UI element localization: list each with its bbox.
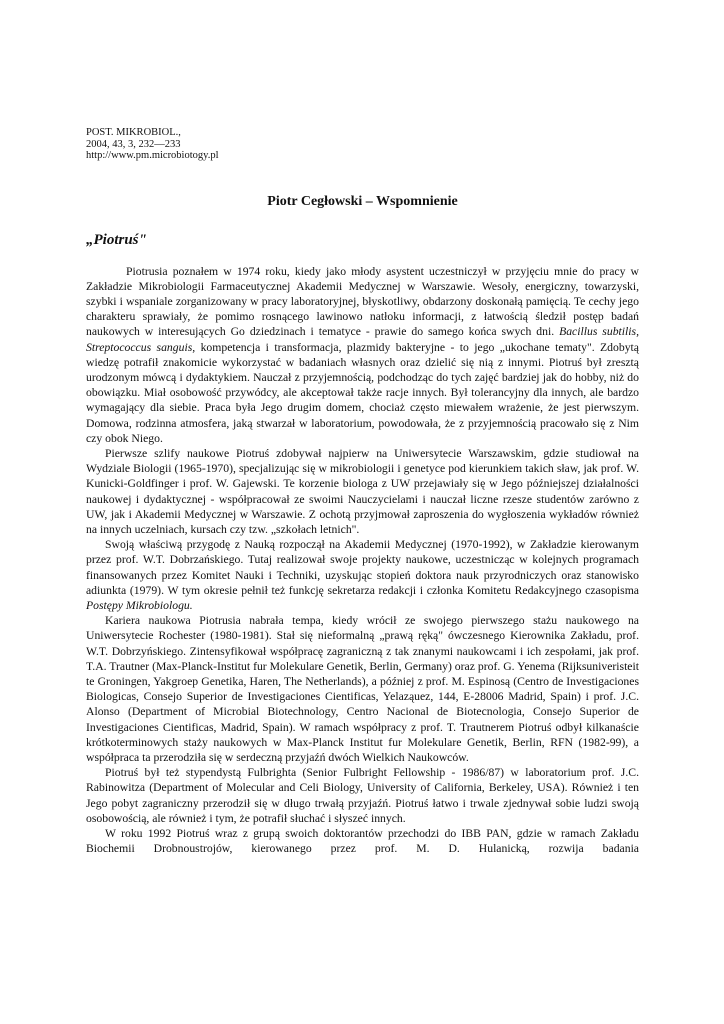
paragraph: Pierwsze szlify naukowe Piotruś zdobywał najpierw na Uniwersytecie Warszawskim, gdzie studiował na Wydziale Biologii (1965-1970), specjalizując się w mikrobiologii i genetyce pod kierunkiem takich sław, jak prof. W. Kunicki-Goldfinger i prof. W. Gajewski. Te korzenie biologa z UW przejawiały się w Jego późniejszej działalności naukowej i dydaktycznej - współpracował ze swoimi Nauczycielami i nauczał liczne rzesze studentów zarówno z UW, jak i Akademii Medycznej w Warszawie. Z ochotą przyjmował zaproszenia do wygłoszenia wykładów również na innych uczelniach, kursach czy tzw. „szkołach letnich".	[86, 446, 639, 536]
paragraph	[86, 537, 639, 613]
paragraph: Kariera naukowa Piotrusia nabrała tempa, kiedy wrócił ze swojego pierwszego stażu naukowego na Uniwersytecie Rochester (1980-1981). Stał się nieformalną „prawą ręką" ówczesnego Kierownika Zakładu, prof. W.T. Dobrzyńskiego. Zintensyfikował współpracę zagraniczną z tak znanymi naukowcami i ich zespołami, jak prof. T.A. Trautner (Max-Planck-Institut fur Molekulare Genetik, Berlin, Germany) oraz prof. G. Yenema (Rijksuniveristeit te Groningen, Yakgroep Genetika, Haren, The Netherlands), a później z prof. M. Espinosą (Centro de Investigaciones Biologicas, Consejo Superior de Investigaciones Cientificas, Yelaząuez, 144, E-28006 Madrid, Spain) i prof. J.C. Alonso (Department of Microbial Biotechnology, Centro Nacional de Biotecnologia, Consejo Superior de Investigaciones Cientificas, Madrid, Spain). W ramach współpracy z prof. T. Trautnerem Piotruś odbył kilkanaście krótkoterminowych staży naukowych w Max-Planck Institut fur Molekulare Genetik, Berlin, RFN (1982-99), a współpraca ta przerodziła się w serdeczną przyjaźń dwóch Wielkich Naukowców.	[86, 614, 639, 764]
journal-name: POST. MIKROBIOL.,	[86, 127, 181, 138]
journal-url[interactable]: http://www.pm.microbiotogy.pl	[86, 150, 219, 161]
article-title: Piotr Cegłowski – Wspomnienie	[267, 193, 458, 209]
paragraph-text: Swoją właściwą przygodę z Nauką rozpoczął na Akademii Medycznej (1970-1992), w Zakładzie kierowanym przez prof. W.T. Dobrzańskiego. Tutaj realizował swoje projekty naukowe, uczestnicząc w kolejnych programach finansowanych przez Komitet Nauki i Techniki, uzyskując stopień doktora nauk przyrodniczych oraz stanowisko adiunkta (1979). W tym okresie pełnił też funkcję sekretarza redakcji i członka Komitetu Redakcyjnego czasopisma	[86, 538, 639, 597]
article-body	[86, 264, 639, 857]
paragraph-italic-text: Bacillus subtilis, Streptococcus sanguis,	[86, 325, 639, 354]
paragraph	[86, 264, 639, 446]
article-page	[86, 127, 639, 856]
paragraph-text: Piotrusia poznałem w 1974 roku, kiedy jako młody asystent uczestniczył w przyjęciu mnie do pracy w Zakładzie Mikrobiologii Farmaceutycznej Akademii Medycznej w Warszawie. Wesoły, energiczny, towarzyski, szybki i wspaniale zorganizowany w pracy laboratoryjnej, błyskotliwy, obdarzony doskonałą pamięcią. Te cechy jego charakteru sprawiały, że pomimo rosnącego lawinowo natłoku informacji, z łatwością śledził postęp badań naukowych w interesujących Go dziedzinach i tematyce - prawie do samego końca swych dni.	[86, 264, 639, 339]
paragraph-italic-text: Postępy Mikrobiologu.	[86, 598, 193, 612]
paragraph: Piotruś był też stypendystą Fulbrighta (Senior Fulbright Fellowship - 1986/87) w laboratorium prof. J.C. Rabinowitza (Department of Molecular and Celi Biology, University of California, Berkeley, USA). Również i ten Jego pobyt zagraniczny przerodził się w długo trwałą przyjaźń. Piotruś łatwo i trwale zjednywał sobie ludzi swoją osobowością, ale również i tym, że potrafił słuchać i słyszeć innych.	[86, 766, 639, 825]
paragraph-text: kompetencja i transformacja, plazmidy bakteryjne - to jego „ukochane tematy". Zdobytą wiedzę potrafił znakomicie wykorzystać w badaniach własnych oraz dzielić się nią z innymi. Piotruś był zresztą urodzonym mówcą i dydaktykiem. Nauczał z przyjemnością, podchodząc do tych zajęć bardziej jak do hobby, niż do obowiązku. Miał osobowość przywódcy, ale akceptował także racje innych. Był tolerancyjny dla innych, ale bardzo wymagający dla siebie. Praca była Jego drugim domem, chociaż często miewałem wrażenie, że jest pierwszym. Domowa, rodzinna atmosfera, jaką stwarzał w laboratorium, powodowała, że z przyjemnością pracowało się z Nim czy obok Niego.	[86, 340, 639, 445]
journal-issue: 2004, 43, 3, 232—233	[86, 138, 181, 150]
section-heading: „Piotruś"	[86, 231, 147, 248]
journal-citation	[86, 127, 639, 162]
paragraph: W roku 1992 Piotruś wraz z grupą swoich doktorantów przechodzi do IBB PAN, gdzie w ramach Zakładu Biochemii Drobnoustrojów, kierowanego przez prof. M. D. Hulanicką, rozwija badania	[86, 827, 639, 856]
